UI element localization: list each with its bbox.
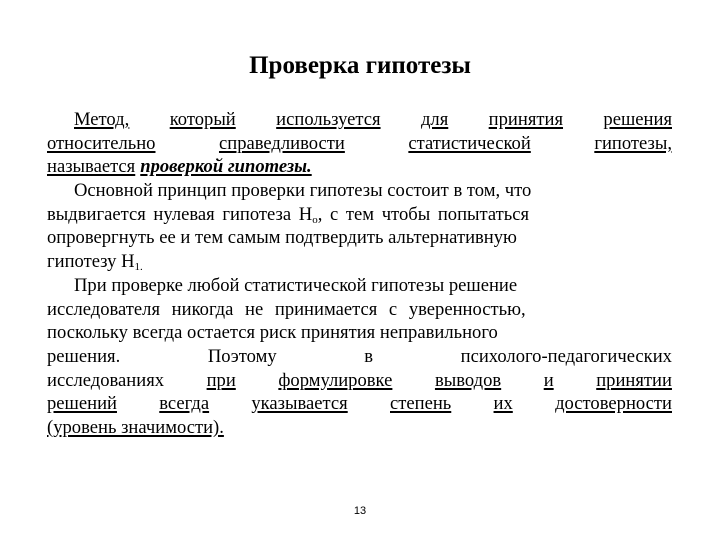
line-text: Основной принцип проверки гипотезы состоит в том, что [74,180,532,202]
text-line [47,108,672,132]
word: принятии [596,369,672,391]
word: Поэтому [207,345,277,367]
text-line [47,132,672,156]
word: при [206,369,236,391]
word: справедливости [218,132,345,154]
word: их [493,393,513,415]
word: формулировке [278,369,393,391]
text-line [47,321,672,345]
word: и [543,369,554,391]
line-text: При проверке любой статистической гипотезы решение [74,274,518,296]
word: выводов [434,369,502,391]
word: решения. [47,345,121,367]
word: используется [276,109,381,130]
text-line [47,179,672,203]
term-emphasis: проверкой гипотезы. [140,156,312,178]
word: решений [47,393,117,415]
line-text: гипотезу $Н_{1.}$ [47,251,143,274]
line-text: (уровень значимости). [47,416,224,438]
line-text: опровергнуть ее и тем самым подтвердить альтернативную [47,227,517,249]
word: в [364,345,374,367]
word: гипотезы, [594,132,672,154]
word: который [169,109,236,130]
word: решения [603,109,672,130]
page-number: 13 [353,505,367,517]
text-line [47,392,672,416]
word: всегда [159,393,210,415]
text-line [47,369,672,393]
word: для [420,109,449,130]
word: статистической [408,132,531,154]
text-line [47,416,672,440]
text-line [47,155,672,179]
text-line [47,250,672,274]
line-text: поскольку всегда остается риск принятия неправильного [47,322,498,344]
line-text: исследователя никогда не принимается с уверенностью, [47,298,526,320]
line-text: выдвигается нулевая гипотеза $Н_о$, с тем чтобы попытаться [47,203,530,226]
word: указывается [251,393,348,415]
word: исследованиях [47,369,165,391]
word: называется [47,156,136,178]
text-line [47,345,672,369]
word: психолого-педагогических [460,345,672,367]
word: Метод, [74,109,130,130]
text-line [47,203,672,227]
page-title: Проверка гипотезы [249,52,471,79]
text-line [47,298,672,322]
text-line [47,274,672,298]
document-body [47,108,672,440]
word: степень [390,393,452,415]
word: принятия [488,109,564,130]
word: достоверности [555,393,672,415]
text-line [47,226,672,250]
word: относительно [47,132,156,154]
